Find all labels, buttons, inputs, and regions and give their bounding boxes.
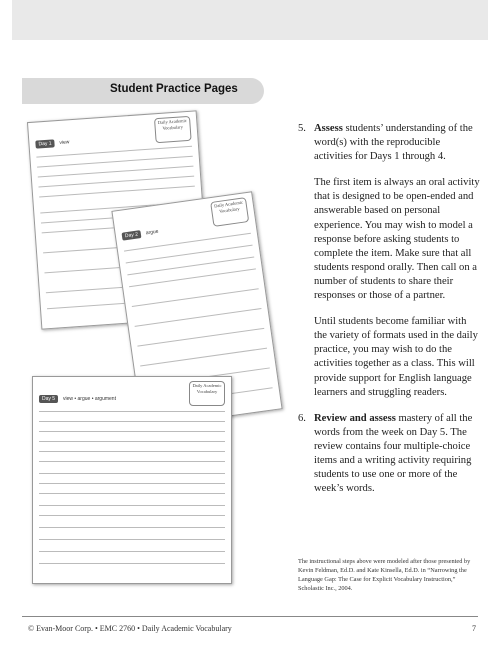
text-line [39,451,225,452]
day-words: view • argue • argument [63,396,116,402]
text-line [140,348,267,367]
text-line [39,483,225,484]
step-number: 5. [298,123,306,134]
practice-page-thumbnails [28,108,268,608]
source-footnote: The instructional steps above were modeled after those presented by Kevin Feldman, Ed.D. and Kate Kinsella, Ed.D. in “Narrowing the Language Gap: The Case for Explicit Vocabulary Instruction,” Scholastic Inc., 2004. [298,558,471,592]
day-label: Day 2 [122,230,142,241]
text-line [39,515,225,516]
instruction-steps [298,122,480,496]
step-keyword: Review and assess [314,412,396,424]
text-line [137,328,264,347]
step-5-paragraph-1: The first item is always an oral activity that is designed to be open-ended and answerable based on personal experience. You may wish to model a response before asking students to complete the item. Make sure that all students respond orally. Then call on a number of students to share their responses or those of a partner. [314,177,480,302]
text-line [39,461,225,462]
text-line [39,411,225,412]
text-line [37,156,193,168]
step-keyword: Assess [314,123,343,134]
text-line [39,563,225,564]
top-band [0,0,500,48]
text-line [39,493,225,494]
day-label: Day 1 [35,139,55,148]
text-line [38,166,194,178]
step-6 [298,412,480,497]
day-words: argue [145,228,159,237]
section-title: Student Practice Pages [110,83,238,95]
day-words: view [59,139,70,146]
text-line [39,441,225,442]
text-line [39,505,225,506]
footer-divider [22,616,478,617]
step-5 [298,122,480,164]
text-line [39,186,195,198]
text-line [39,539,225,540]
series-logo: Daily Academic Vocabulary [210,197,249,227]
day-label: Day 5 [39,395,58,403]
text-line [124,233,251,252]
text-line [38,176,194,188]
practice-page-day5 [32,376,232,584]
top-band-fill [12,0,488,40]
step-5-paragraph-2: Until students become familiar with the variety of formats used in the daily practice, you may wish to do the activities together as a class. This will provide support for English language learners and struggling readers. [314,316,478,398]
step-text: mastery of all the words from the week on Day 5. The review contains four multiple-choice items and a writing activity requiring students to use one or more of the week’s words. [314,412,473,495]
page-number: 7 [472,624,476,633]
text-line [39,431,225,432]
text-line [135,308,262,327]
text-line [39,551,225,552]
series-logo: Daily Academic Vocabulary [189,381,225,406]
text-line [39,527,225,528]
step-number: 6. [298,412,306,424]
text-line [39,473,225,474]
step-text: students’ understanding of the word(s) with the reproducible activities for Days 1 through 4. [314,123,473,163]
text-line [132,288,259,307]
text-line [39,421,225,422]
text-line [36,146,192,158]
footer-copyright: © Evan-Moor Corp. • EMC 2760 • Daily Academic Vocabulary [28,624,232,633]
series-logo: Daily Academic Vocabulary [154,116,192,143]
